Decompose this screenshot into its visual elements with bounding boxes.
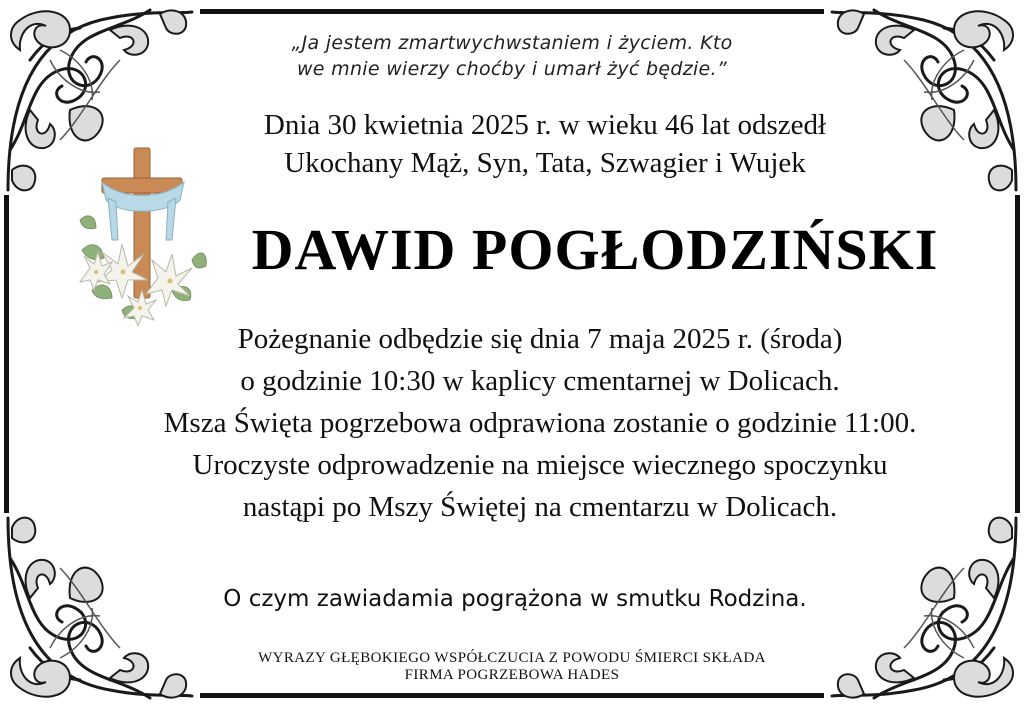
intro-line: Dnia 30 kwietnia 2025 r. w wieku 46 lat odszedł	[263, 109, 827, 141]
quote-line: we mnie wierzy choćby i umarł żyć będzie.”	[296, 58, 728, 80]
funeral-line: Pożegnanie odbędzie się dnia 7 maja 2025 r. (środa)	[237, 323, 843, 355]
funeral-line: nastąpi po Mszy Świętej na cmentarzu w Dolicach.	[242, 491, 838, 523]
footer-line: WYRAZY GŁĘBOKIEGO WSPÓŁCZUCIA Z POWODU ŚMIERCI SKŁADA	[258, 650, 766, 666]
scripture-quote	[0, 30, 1024, 82]
border-bottom	[200, 693, 824, 698]
family-closing: O czym zawiadamia pogrążona w smutku Rodzina.	[223, 586, 807, 612]
border-top	[200, 9, 824, 14]
intro-line: Ukochany Mąż, Syn, Tata, Szwagier i Wujek	[284, 147, 806, 179]
funeral-details	[50, 318, 1024, 528]
funeral-line: o godzinie 10:30 w kaplicy cmentarnej w Dolicach.	[240, 365, 840, 397]
death-announcement	[150, 106, 940, 182]
funeral-line: Uroczyste odprowadzenie na miejsce wiecznego spoczynku	[192, 449, 888, 481]
deceased-name: DAWID POGŁODZIŃSKI	[251, 217, 939, 282]
quote-line: „Ja jestem zmartwychwstaniem i życiem. Kto	[291, 32, 733, 54]
condolences-footer	[0, 650, 1024, 684]
footer-line: FIRMA POGRZEBOWA HADES	[404, 667, 620, 683]
funeral-line: Msza Święta pogrzebowa odprawiona zostanie o godzinie 11:00.	[163, 407, 917, 439]
border-left	[4, 195, 9, 513]
